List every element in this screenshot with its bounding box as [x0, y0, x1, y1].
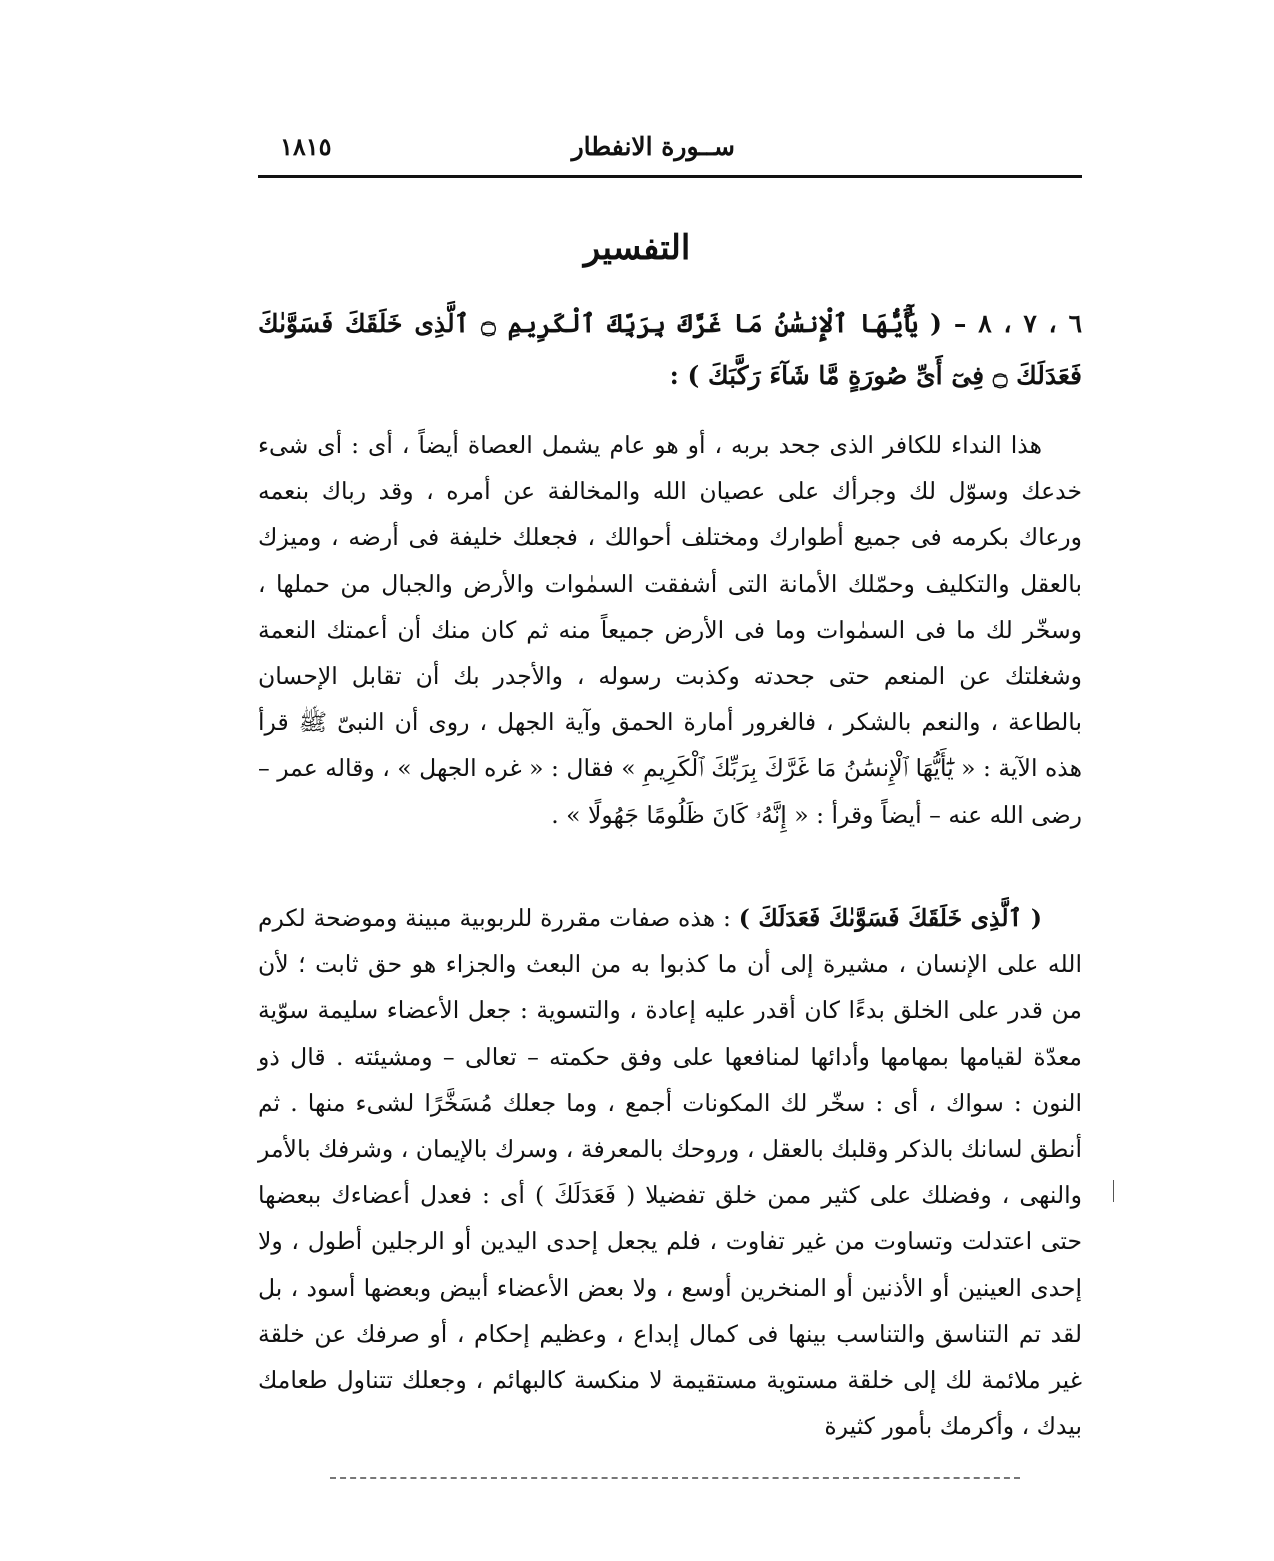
margin-mark: [1113, 1180, 1114, 1202]
running-header: [260, 128, 1080, 172]
tafsir-paragraph-1: هذا النداء للكافر الذى جحد بربه ، أو هو عام يشمل العصاة أيضاً ، أى : أى شىء خدعك وسوّل لك وجرأك على عصيان الله والمخالفة عن أمره ، وقد رباك بنعمه ورعاك بكرمه فى جميع أطوارك ومختلف أحوالك ، فجعلك خليفة فى أرضه ، وميزك بالعقل والتكليف وحمّلك الأمانة التى أشفقت السمٰوات والأرض والجبال من حملها ، وسخّر لك ما فى السمٰوات وما فى الأرض جميعاً منه ثم كان منك أن أعمتك النعمة وشغلتك عن المنعم حتى جحدته وكذبت رسوله ، والأجدر بك أن تقابل الإحسان بالطاعة ، والنعم بالشكر ، فالغرور أمارة الحمق وآية الجهل ، روى أن النبىّ ﷺ قرأ هذه الآية : « يَٰٓأَيُّهَا ٱلْإِنسَٰنُ مَا غَرَّكَ بِرَبِّكَ ٱلْكَرِيمِ » فقال : « غره الجهل » ، وقاله عمر – رضى الله عنه – أيضاً وقرأ : « إِنَّهُۥ كَانَ ظَلُومًا جَهُولًا » .: [258, 431, 1082, 829]
quran-verse-block: ٦ ، ٧ ، ٨ – ( يَٰٓأَيُّهَا ٱلْإِنسَٰنُ مَا غَرَّكَ بِرَبِّكَ ٱلْكَرِيمِ ۝ ٱلَّذِى خَلَقَكَ فَسَوَّىٰكَ فَعَدَلَكَ ۝ فِىٓ أَىِّ صُورَةٍ مَّا شَآءَ رَكَّبَكَ ) :: [258, 309, 1082, 390]
tafsir-paragraph-2: [258, 895, 1082, 1449]
section-heading: التفسير: [583, 228, 691, 268]
tafsir-paragraph-2-text: : هذه صفات مقررة للربوبية مبينة وموضحة لكرم الله على الإنسان ، مشيرة إلى أن ما كذبوا به من البعث والجزاء هو حق ثابت ؛ لأن من قدر على الخلق بدءًا كان أقدر عليه إعادة ، والتسوية : جعل الأعضاء سليمة سوّية معدّة لقيامها بمهامها وأدائها لمنافعها على وفق حكمته – تعالى – ومشيئته . قال ذو النون : سواك ، أى : سخّر لك المكونات أجمع ، وما جعلك مُسَخَّرًا لشىء منها . ثم أنطق لسانك بالذكر وقلبك بالعقل ، وروحك بالمعرفة ، وسرك بالإيمان ، وشرفك بالأمر والنهى ، وفضلك على كثير ممن خلق تفضيلا ( فَعَدَلَكَ ) أى : فعدل أعضاءك ببعضها حتى اعتدلت وتساوت من غير تفاوت ، فلم يجعل إحدى اليدين أو الرجلين أطول ، ولا إحدى العينين أو الأذنين أو المنخرين أوسع ، ولا بعض الأعضاء أبيض وبعضها أسود ، بل لقد تم التناسق والتناسب بينها فى كمال إبداع ، وعظيم إحكام ، أو صرفك عن خلقة غير ملائمة لك إلى خلقة مستوية مستقيمة لا منكسة كالبهائم ، وجعلك تتناول طعامك بيدك ، وأكرمك بأمور كثيرة: [258, 904, 1082, 1441]
verse-quote: ( ٱلَّذِى خَلَقَكَ فَسَوَّىٰكَ فَعَدَلَكَ ): [738, 904, 1042, 932]
footer-divider: [330, 1477, 1020, 1479]
surah-title: ســورة الانفطار: [571, 132, 735, 161]
header-divider: [258, 175, 1082, 178]
page-number: ١٨١٥: [280, 132, 332, 161]
